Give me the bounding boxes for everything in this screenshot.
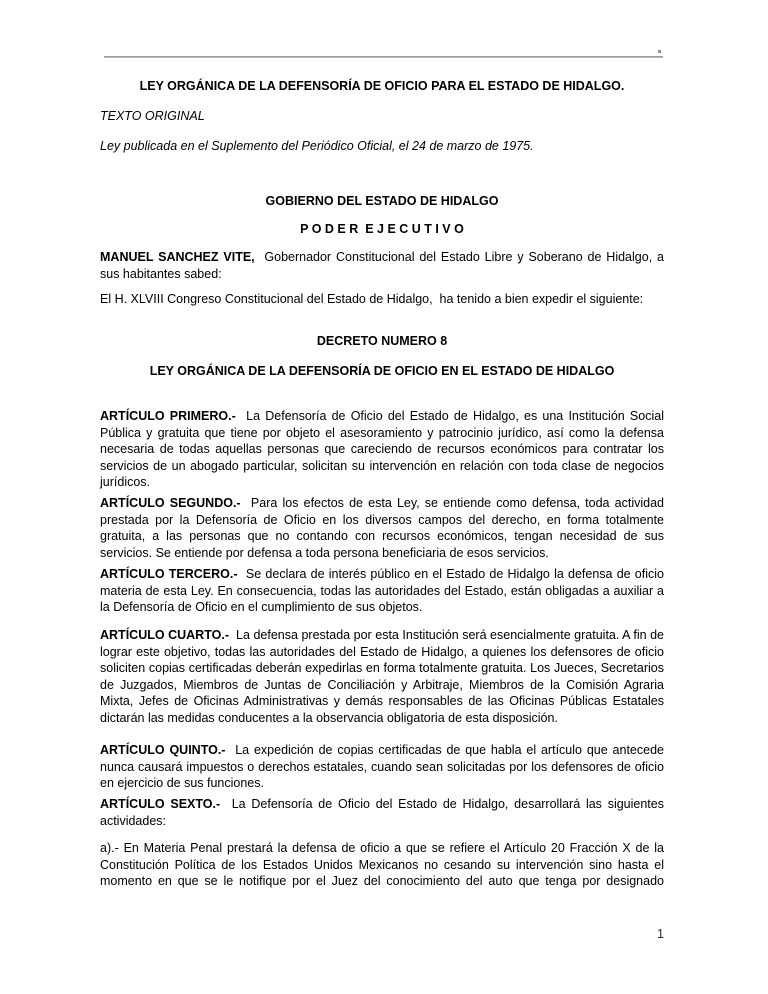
- article-segundo-text: Para los efectos de esta Ley, se entiende como defensa, toda actividad prestada por la Defensoría de Oficio en los diversos campos del derecho, en forma totalmente gratuita, a las personas que no contando con recursos económicos, tengan necesidad de sus servicios. Se entiende por defensa a toda persona beneficiaria de esos servicios.: [100, 496, 668, 560]
- article-primero-label: ARTÍCULO PRIMERO.-: [100, 409, 236, 423]
- publication-note: Ley publicada en el Suplemento del Periódico Oficial, el 24 de marzo de 1975.: [100, 139, 534, 153]
- page-number: 1: [657, 927, 664, 941]
- article-tercero-label: ARTÍCULO TERCERO.-: [100, 567, 238, 581]
- article-segundo-label: ARTÍCULO SEGUNDO.-: [100, 496, 241, 510]
- article-cuarto-label: ARTÍCULO CUARTO.-: [100, 628, 229, 642]
- article-tercero: [100, 566, 668, 616]
- header-rule-artifact-dot: [658, 50, 661, 53]
- government-heading: GOBIERNO DEL ESTADO DE HIDALGO: [265, 194, 499, 208]
- article-quinto-label: ARTÍCULO QUINTO.-: [100, 743, 226, 757]
- executive-power-heading: P O D E R E J E C U T I V O: [300, 222, 464, 236]
- article-quinto: [100, 742, 668, 792]
- document-title: LEY ORGÁNICA DE LA DEFENSORÍA DE OFICIO PARA EL ESTADO DE HIDALGO.: [139, 79, 625, 93]
- article-sexto-text: La Defensoría de Oficio del Estado de Hidalgo, desarrollará las siguientes actividades:: [100, 797, 668, 828]
- article-cuarto: [100, 627, 668, 726]
- article-primero: [100, 408, 668, 491]
- preamble-congress-paragraph: El H. XLVIII Congreso Constitucional del Estado de Hidalgo, ha tenido a bien expedir el siguiente:: [100, 292, 644, 306]
- decree-number-heading: DECRETO NUMERO 8: [316, 334, 448, 348]
- texto-original-label: TEXTO ORIGINAL: [100, 109, 205, 123]
- article-sexto-label: ARTÍCULO SEXTO.-: [100, 797, 221, 811]
- decree-title-heading: LEY ORGÁNICA DE LA DEFENSORÍA DE OFICIO EN EL ESTADO DE HIDALGO: [149, 364, 615, 378]
- article-primero-text: La Defensoría de Oficio del Estado de Hidalgo, es una Institución Social Pública y gratuita que tiene por objeto el asesoramiento y patrocinio jurídico, así como la defensa necesaria de todas aquellas personas que careciendo de recursos económicos para contratar los servicios de un abogado particular, solicitan su intervención en relación con toda clase de negocios jurídicos.: [100, 409, 668, 489]
- item-a-paragraph: a).- En Materia Penal prestará la defensa de oficio a que se refiere el Artículo 20 Fracción X de la Constitución Política de los Estados Unidos Mexicanos no cesando su intervención sino hasta el momento en que se le notifique por el Juez del conocimiento del auto que tenga por designado: [100, 841, 668, 888]
- article-sexto: [100, 796, 668, 829]
- article-cuarto-text: La defensa prestada por esta Institución será esencialmente gratuita. A fin de lograr este objetivo, todas las autoridades del Estado de Hidalgo, a quienes los defensores de oficio soliciten copias certificadas deberán expedirlas en forma totalmente gratuita. Los Jueces, Secretarios de Juzgados, Miembros de Juntas de Conciliación y Arbitraje, Miembros de la Comisión Agraria Mixta, Jefes de Oficinas Administrativas y demás responsables de las Oficinas Públicas Estatales dictarán las medidas conducentes a la observancia obligatoria de esta disposición.: [100, 628, 668, 725]
- governor-text: Gobernador Constitucional del Estado Libre y Soberano de Hidalgo, a sus habitantes sabed:: [100, 250, 668, 281]
- article-quinto-text: La expedición de copias certificadas de que habla el artículo que antecede nunca causará impuestos o derechos estatales, cuando sean solicitadas por los defensores de oficio en ejercicio de sus funciones.: [100, 743, 668, 790]
- preamble-governor-paragraph: [100, 249, 668, 282]
- article-tercero-text: Se declara de interés público en el Estado de Hidalgo la defensa de oficio materia de esta Ley. En consecuencia, todas las autoridades del Estado, están obligadas a auxiliar a la Defensoría de Oficio en el cumplimiento de sus objetos.: [100, 567, 668, 614]
- article-segundo: [100, 495, 668, 561]
- governor-name: MANUEL SANCHEZ VITE,: [100, 250, 255, 264]
- header-rule: [104, 56, 663, 58]
